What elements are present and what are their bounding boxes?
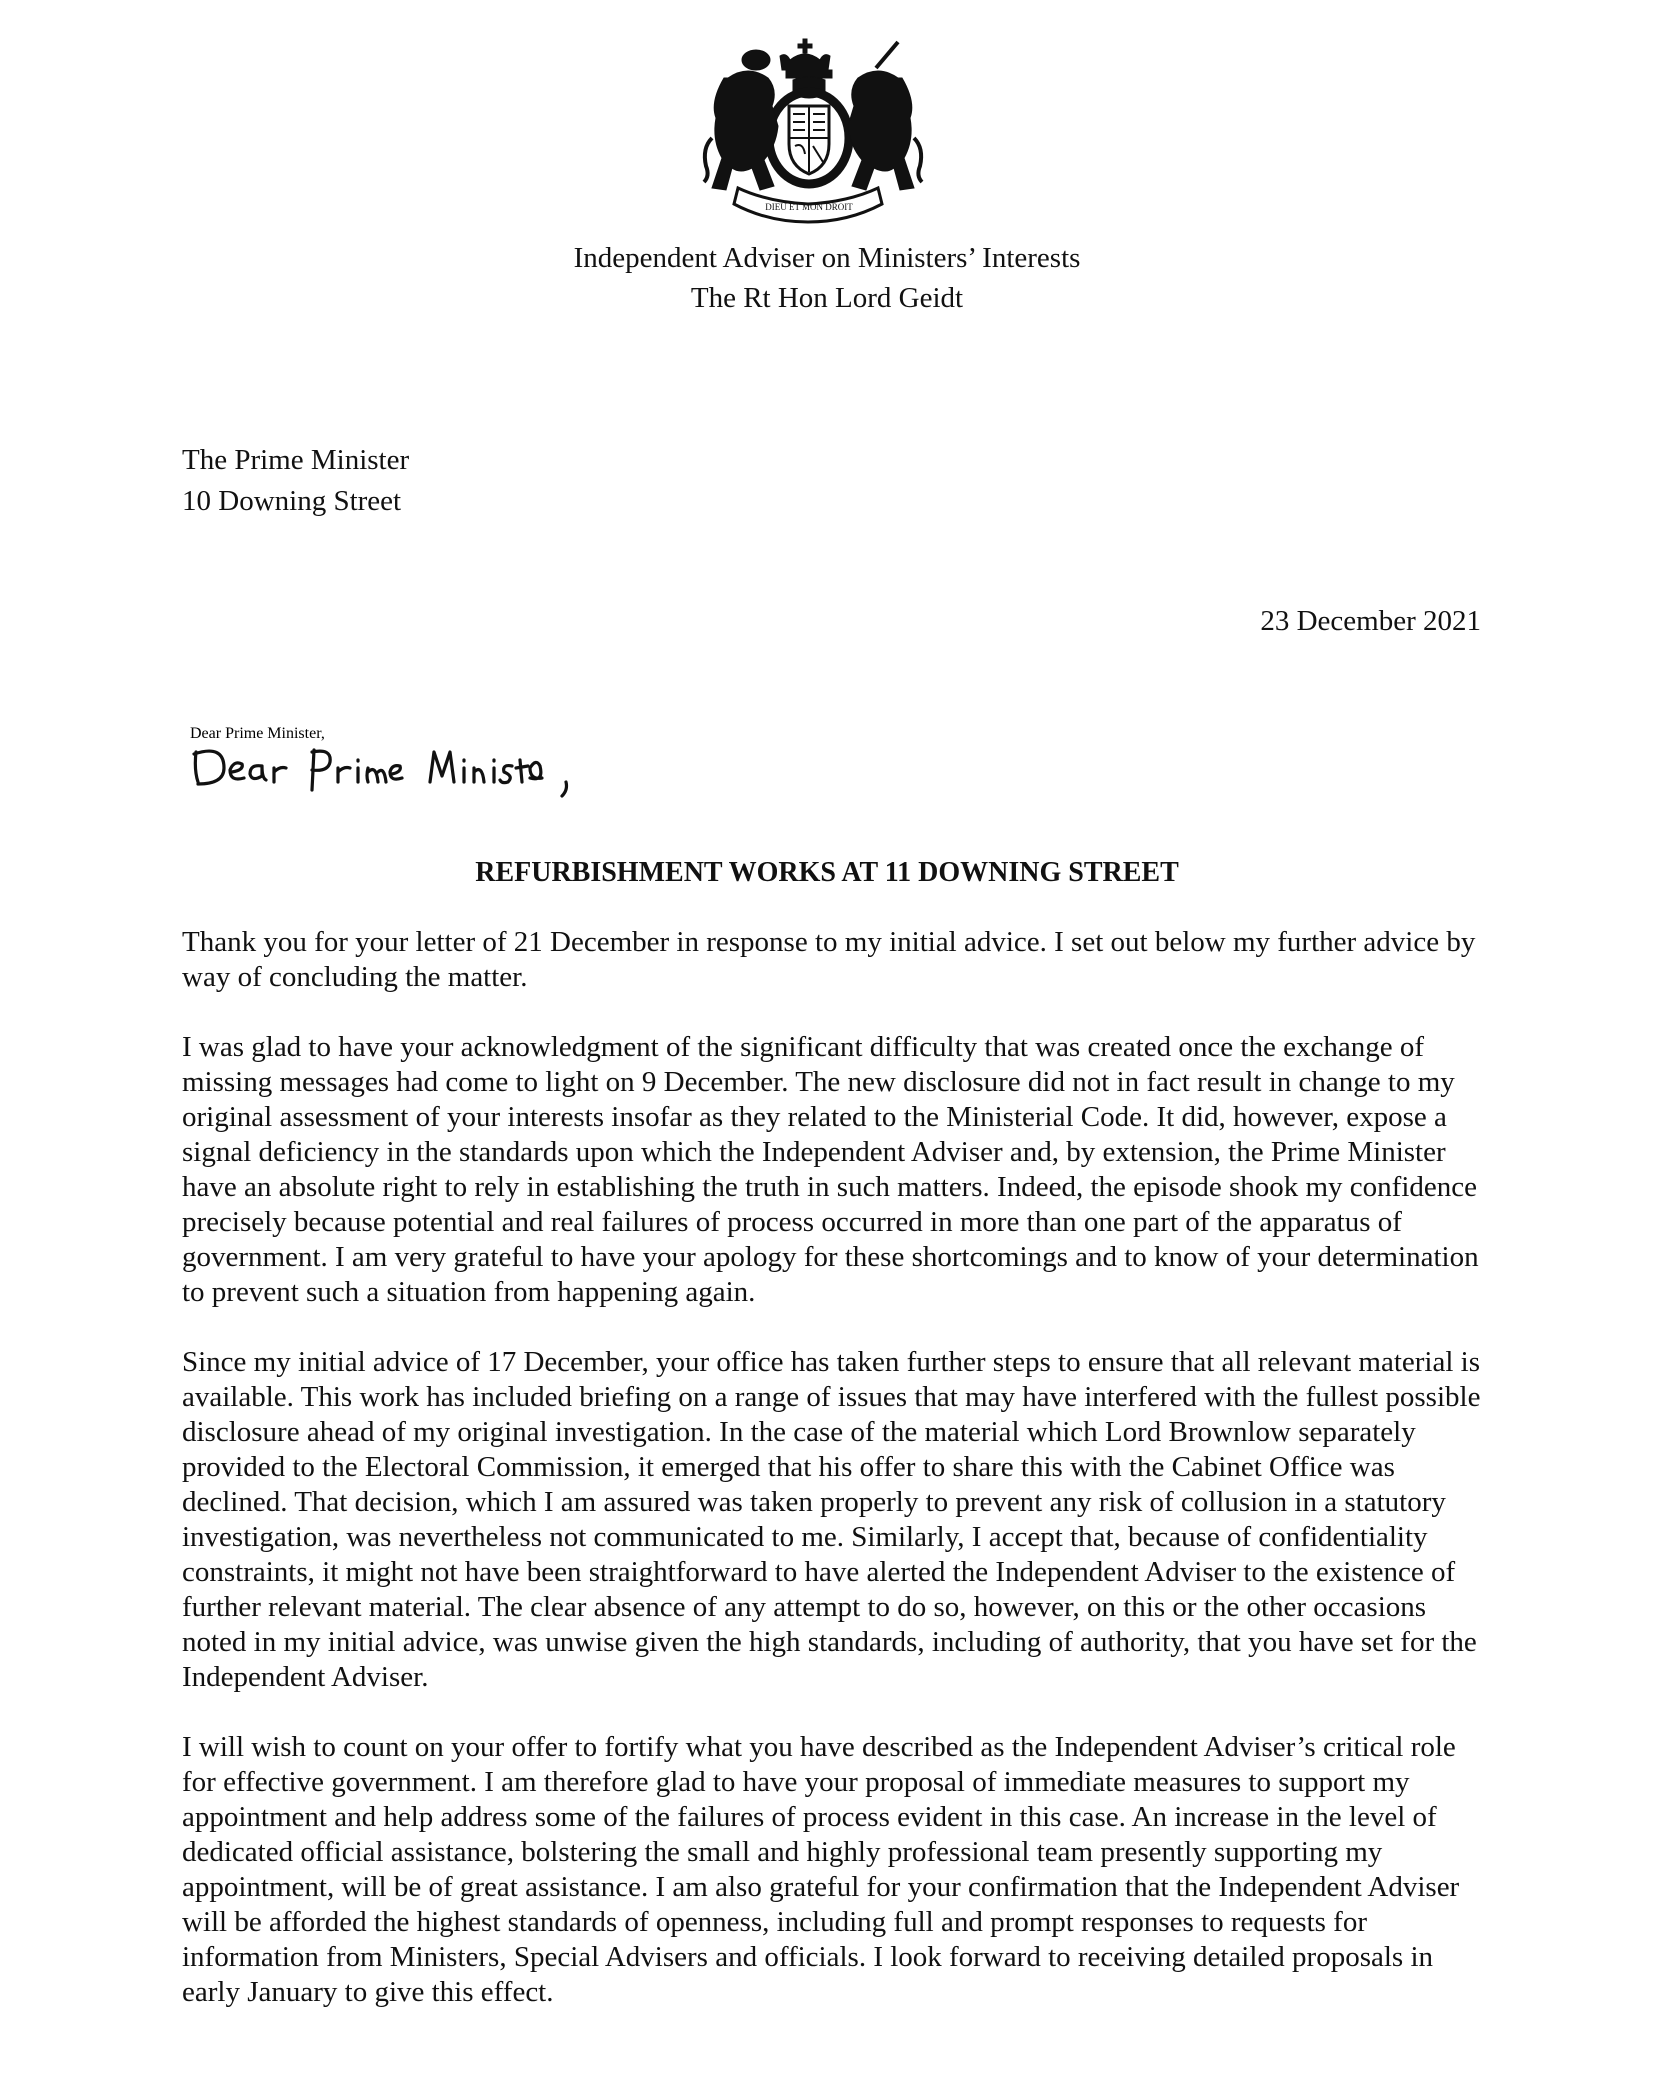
sender-block <box>0 238 1654 318</box>
royal-coat-of-arms-icon <box>698 38 928 226</box>
sender-name: The Rt Hon Lord Geidt <box>690 282 964 314</box>
letter-heading: REFURBISHMENT WORKS AT 11 DOWNING STREET <box>475 857 1179 888</box>
body-paragraph-2: I was glad to have your acknowledgment of the significant difficulty that was created once the exchange of missing messages had come to light on 9 December. The new disclosure did not in fact result in change to my original assessment of your interests insofar as they related to the Ministerial Code. It did, however, expose a signal deficiency in the standards upon which the Independent Adviser and, by extension, the Prime Minister have an absolute right to rely in establishing the truth in such matters. Indeed, the episode shook my confidence precisely because potential and real failures of process occurred in more than one part of the apparatus of government. I am very grateful to have your apology for these shortcomings and to know of your determination to prevent such a situation from happening again. <box>182 1031 1479 1308</box>
sender-office: Independent Adviser on Ministers’ Interests <box>573 242 1081 274</box>
body-paragraph-1: Thank you for your letter of 21 December in response to my initial advice. I set out below my further advice by way of concluding the matter. <box>182 926 1476 993</box>
body-paragraph-3: Since my initial advice of 17 December, your office has taken further steps to ensure that all relevant material is available. This work has included briefing on a range of issues that may have interfered with the fullest possible disclosure ahead of my original investigation. In the case of the material which Lord Brownlow separately provided to the Electoral Commission, it emerged that his offer to share this with the Cabinet Office was declined. That decision, which I am assured was taken properly to prevent any risk of collusion in a statutory investigation, was nevertheless not communicated to me. Similarly, I accept that, because of confidentiality constraints, it might not have been straightforward to have alerted the Independent Adviser to the existence of further relevant material. The clear absence of any attempt to do so, however, on this or the other occasions noted in my initial advice, was unwise given the high standards, including of authority, that you have set for the Independent Adviser. <box>182 1346 1481 1693</box>
recipient-line-1: The Prime Minister <box>182 444 410 476</box>
salutation-text: Dear Prime Minister, <box>190 725 325 742</box>
crest-motto-scroll: DIEU ET MON DROIT <box>765 202 853 212</box>
recipient-address <box>182 440 409 522</box>
recipient-line-2: 10 Downing Street <box>182 485 402 517</box>
body-paragraph-4: I will wish to count on your offer to fortify what you have described as the Independent Adviser’s critical role for effective government. I am therefore glad to have your proposal of immediate measures to support my appointment and help address some of the failures of process evident in this case. An increase in the level of dedicated official assistance, bolstering the small and highly professional team presently supporting my appointment, will be of great assistance. I am also grateful for your confirmation that the Independent Adviser will be afforded the highest standards of openness, including full and prompt responses to requests for information from Ministers, Special Advisers and officials. I look forward to receiving detailed proposals in early January to give this effect. <box>182 1731 1460 2008</box>
letter-date: 23 December 2021 <box>1260 605 1481 637</box>
letter-body <box>182 925 1482 2045</box>
handwritten-salutation <box>190 725 590 798</box>
